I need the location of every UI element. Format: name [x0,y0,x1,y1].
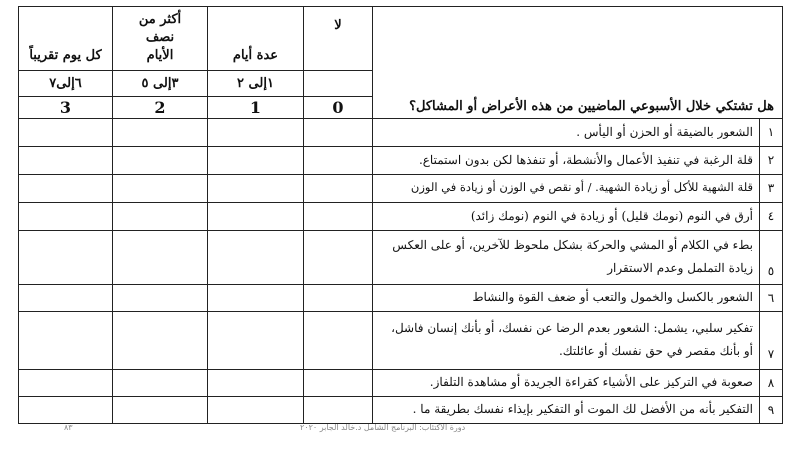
item-text: تفكير سلبي، يشمل: الشعور بعدم الرضا عن نفسك، أو بأنك إنسان فاشل، أو بأنك مقصر في حق نفسك أو عائلتك. [373,311,760,369]
header-score-0: 0 [304,96,373,118]
item-number: ٢ [760,146,783,174]
item-text: الشعور بالكسل والخمول والتعب أو ضعف القوة والنشاط [373,284,760,311]
phq9-table [18,6,783,424]
header-range-0 [304,70,373,96]
item-number: ١ [760,118,783,146]
question-header: هل تشتكي خلال الأسبوعي الماضيين من هذه الأعراض أو المشاكل؟ [373,7,783,119]
item-text: التفكير بأنه من الأفضل لك الموت أو التفكير بإيذاء نفسك بطريقة ما . [373,396,760,423]
answer-cell-0[interactable] [304,174,373,202]
answer-cell-3[interactable] [19,284,113,311]
answer-cell-0[interactable] [304,369,373,396]
header-score-2: 2 [113,96,208,118]
item-text: قلة الشهية للأكل أو زيادة الشهية. / أو نقص في الوزن أو زيادة في الوزن [373,174,760,202]
item-number: ٨ [760,369,783,396]
item-number: ٩ [760,396,783,423]
answer-cell-3[interactable] [19,118,113,146]
page-footer [0,423,800,437]
answer-cell-0[interactable] [304,311,373,369]
item-number: ٤ [760,202,783,230]
header-col-several-days [208,7,304,71]
header-col-not-at-all [304,7,373,71]
item-text: قلة الرغبة في تنفيذ الأعمال والأنشطة، أو تنفذها لكن بدون استمتاع. [373,146,760,174]
answer-cell-3[interactable] [19,174,113,202]
answer-cell-2[interactable] [113,311,208,369]
header-range-3: ٦إلى٧ [19,70,113,96]
answer-cell-1[interactable] [208,118,304,146]
answer-cell-3[interactable] [19,311,113,369]
answer-cell-3[interactable] [19,369,113,396]
item-number: ٧ [760,311,783,369]
header-label-1: عدة أيام [232,48,279,64]
answer-cell-1[interactable] [208,202,304,230]
answer-cell-0[interactable] [304,146,373,174]
answer-cell-1[interactable] [208,230,304,284]
item-row-5 [19,230,783,284]
answer-cell-2[interactable] [113,396,208,423]
header-score-3: 3 [19,96,113,118]
header-label-3: كل يوم تقريباً [29,48,102,64]
item-text: صعوبة في التركيز على الأشياء كقراءة الجريدة أو مشاهدة التلفاز. [373,369,760,396]
answer-cell-1[interactable] [208,284,304,311]
header-label-2: أكثر من نصف الأيام [138,12,182,64]
answer-cell-0[interactable] [304,396,373,423]
header-col-more-than-half [113,7,208,71]
item-row-9 [19,396,783,423]
answer-cell-3[interactable] [19,202,113,230]
answer-cell-2[interactable] [113,174,208,202]
answer-cell-1[interactable] [208,311,304,369]
answer-cell-2[interactable] [113,284,208,311]
item-row-7 [19,311,783,369]
answer-cell-0[interactable] [304,284,373,311]
header-range-1: ١إلى ٢ [208,70,304,96]
item-row-8 [19,369,783,396]
answer-cell-1[interactable] [208,174,304,202]
page-number: ٨٣ [64,423,73,432]
item-number: ٥ [760,230,783,284]
header-label-0: لا [334,18,342,33]
item-row-6 [19,284,783,311]
answer-cell-3[interactable] [19,230,113,284]
item-text: أرق في النوم (نومك قليل) أو زيادة في النوم (نومك زائد) [373,202,760,230]
item-row-2 [19,146,783,174]
answer-cell-0[interactable] [304,118,373,146]
answer-cell-2[interactable] [113,202,208,230]
header-range-2: ٣إلى ٥ [113,70,208,96]
answer-cell-0[interactable] [304,230,373,284]
answer-cell-0[interactable] [304,202,373,230]
answer-cell-1[interactable] [208,396,304,423]
item-text: الشعور بالضيقة أو الحزن أو اليأس . [373,118,760,146]
answer-cell-2[interactable] [113,230,208,284]
answer-cell-3[interactable] [19,146,113,174]
item-row-3 [19,174,783,202]
answer-cell-3[interactable] [19,396,113,423]
item-text: بطء في الكلام أو المشي والحركة بشكل ملحوظ للآخرين، أو على العكس زيادة التململ وعدم الاستقرار [373,230,760,284]
item-row-1 [19,118,783,146]
item-number: ٦ [760,284,783,311]
header-col-nearly-every-day [19,7,113,71]
answer-cell-1[interactable] [208,146,304,174]
answer-cell-1[interactable] [208,369,304,396]
answer-cell-2[interactable] [113,369,208,396]
item-number: ٣ [760,174,783,202]
course-credit: دورة الاكتئاب: البرنامج الشامل د.خالد الجابر ٢٠٢٠ [300,423,466,432]
header-score-1: 1 [208,96,304,118]
answer-cell-2[interactable] [113,146,208,174]
item-row-4 [19,202,783,230]
answer-cell-2[interactable] [113,118,208,146]
